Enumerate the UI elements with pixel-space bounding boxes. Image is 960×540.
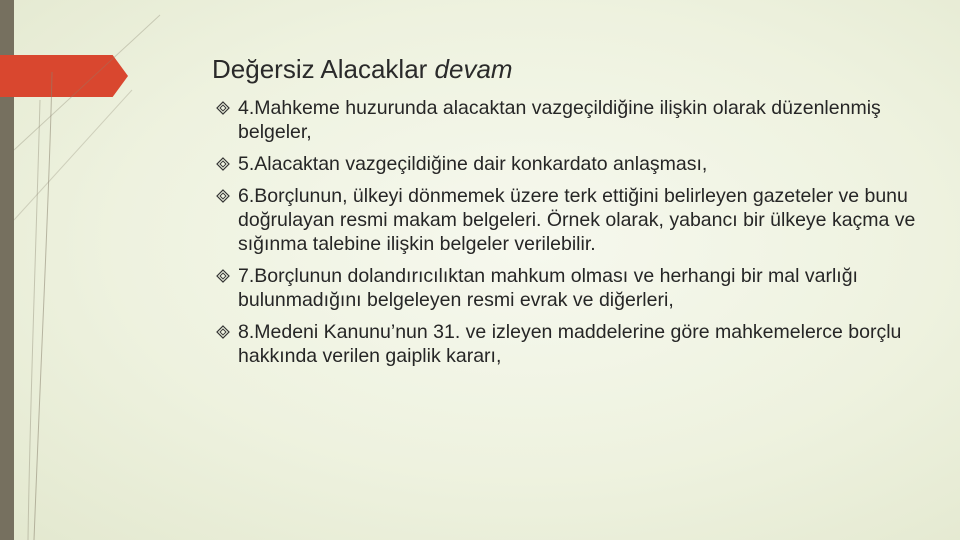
list-item xyxy=(216,320,916,368)
diamond-outline-icon xyxy=(216,269,230,283)
list-item xyxy=(216,96,916,144)
slide-title xyxy=(212,54,513,85)
diamond-outline-icon xyxy=(216,157,230,171)
diamond-outline-icon xyxy=(216,325,230,339)
diamond-outline-icon xyxy=(216,189,230,203)
bullet-text: 6.Borçlunun, ülkeyi dönmemek üzere terk ettiğini belirleyen gazeteler ve bunu doğrulayan resmi makam belgeleri. Örnek olarak, yabancı bir ülkeye kaçma ve sığınma talebine ilişkin belgeler verilebilir. xyxy=(238,185,916,255)
list-item xyxy=(216,152,916,176)
bullet-text: 4.Mahkeme huzurunda alacaktan vazgeçildiğine ilişkin olarak düzenlenmiş belgeler, xyxy=(238,97,881,143)
diamond-outline-icon xyxy=(216,101,230,115)
bullet-text: 7.Borçlunun dolandırıcılıktan mahkum olması ve herhangi bir mal varlığı bulunmadığını belgeleyen resmi evrak ve diğerleri, xyxy=(238,265,858,311)
list-item xyxy=(216,264,916,312)
bullet-text: 8.Medeni Kanunu’nun 31. ve izleyen maddelerine göre mahkemelerce borçlu hakkında verilen gaiplik kararı, xyxy=(238,321,902,367)
title-main: Değersiz Alacaklar xyxy=(212,54,435,84)
bullet-list xyxy=(216,96,916,376)
title-emphasis: devam xyxy=(434,54,513,84)
title-arrow-shape xyxy=(0,55,128,97)
bullet-text: 5.Alacaktan vazgeçildiğine dair konkardato anlaşması, xyxy=(238,153,708,175)
list-item xyxy=(216,184,916,256)
